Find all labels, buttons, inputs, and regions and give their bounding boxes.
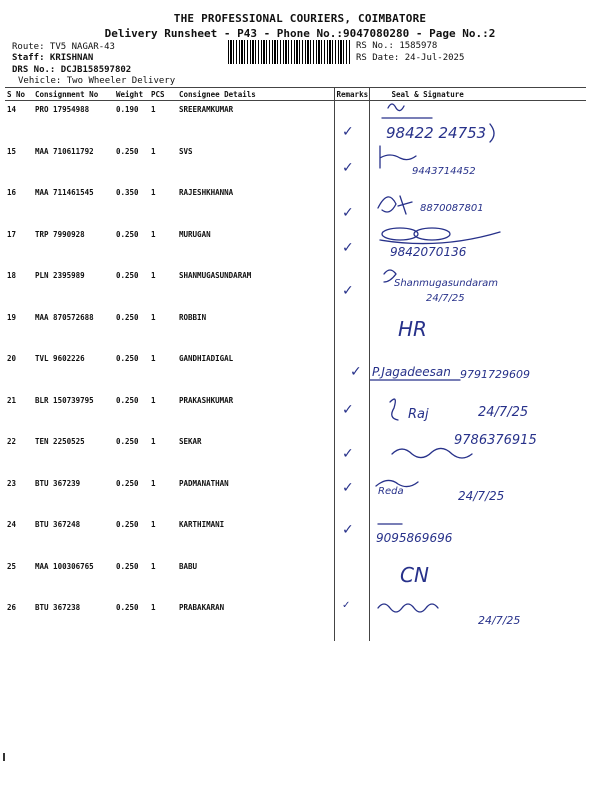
svg-text:24/7/25: 24/7/25 <box>458 489 505 503</box>
cell-consignment: TRP 7990928 <box>35 229 85 239</box>
cell-sno: 24 <box>7 520 17 529</box>
svg-text:24/7/25: 24/7/25 <box>426 293 465 304</box>
cell-sno: 17 <box>7 229 17 239</box>
cell-consignment: TEN 2250525 <box>35 437 85 446</box>
page-edge-mark <box>3 753 5 761</box>
cell-consignment: MAA 100306765 <box>35 561 94 571</box>
cell-sno: 14 <box>7 105 17 114</box>
barcode <box>228 40 350 64</box>
drs-label: DRS No.: DCJB158597802 <box>12 65 132 75</box>
cell-pcs: 1 <box>151 603 156 612</box>
col-signature: Seal & Signature <box>369 88 586 101</box>
cell-consignment: MAA 870572688 <box>35 312 94 322</box>
cell-sno: 22 <box>7 437 17 446</box>
tick-mark-icon: ✓ <box>342 160 354 176</box>
cell-pcs: 1 <box>151 437 156 446</box>
cell-weight: 0.350 <box>116 188 139 197</box>
svg-text:9842070136: 9842070136 <box>390 245 467 259</box>
tick-mark-icon: ✓ <box>342 240 354 256</box>
svg-text:9095869696: 9095869696 <box>376 531 453 545</box>
cell-pcs: 1 <box>151 478 156 488</box>
svg-text:P.Jagadeesan: P.Jagadeesan <box>372 365 451 379</box>
cell-weight: 0.250 <box>116 354 139 363</box>
svg-text:98422 24753: 98422 24753 <box>386 124 487 142</box>
cell-consignment: BTU 367248 <box>35 520 81 529</box>
col-sno: S No <box>5 88 33 101</box>
cell-weight: 0.250 <box>116 520 139 529</box>
svg-text:HR: HR <box>398 317 427 341</box>
svg-text:9443714452: 9443714452 <box>412 166 476 177</box>
cell-consignee: MURUGAN <box>179 229 211 239</box>
cell-consignee: SVS <box>179 146 193 156</box>
tick-mark-icon: ✓ <box>342 600 351 611</box>
cell-pcs: 1 <box>151 561 156 571</box>
cell-weight: 0.250 <box>116 603 139 612</box>
cell-weight: 0.250 <box>116 271 139 280</box>
cell-sno: 15 <box>7 146 17 156</box>
route-label: Route: TV5 NAGAR-43 <box>12 42 115 52</box>
rs-date: RS Date: 24-Jul-2025 <box>356 53 465 63</box>
rs-number: RS No.: 1585978 <box>356 41 438 51</box>
cell-sno: 20 <box>7 354 17 363</box>
svg-text:9791729609: 9791729609 <box>460 368 530 381</box>
tick-mark-icon: ✓ <box>342 522 354 538</box>
cell-sno: 21 <box>7 395 17 405</box>
cell-consignee: RAJESHKHANNA <box>179 188 234 197</box>
cell-sno: 26 <box>7 603 17 612</box>
document-title: THE PROFESSIONAL COURIERS, COIMBATORE <box>173 12 427 25</box>
cell-pcs: 1 <box>151 271 156 280</box>
cell-pcs: 1 <box>151 395 156 405</box>
cell-weight: 0.250 <box>116 561 139 571</box>
cell-consignment: BTU 367239 <box>35 478 81 488</box>
cell-consignee: GANDHIADIGAL <box>179 354 234 363</box>
svg-text:8870087801: 8870087801 <box>420 203 484 214</box>
cell-weight: 0.250 <box>116 437 139 446</box>
cell-sno: 18 <box>7 271 17 280</box>
cell-remarks <box>334 309 369 351</box>
tick-mark-icon: ✓ <box>342 446 354 462</box>
col-consignment: Consignment No <box>33 88 114 101</box>
cell-consignment: PRO 17954988 <box>35 105 90 114</box>
tick-mark-icon: ✓ <box>342 480 354 496</box>
cell-pcs: 1 <box>151 105 156 114</box>
cell-sno: 23 <box>7 478 17 488</box>
tick-mark-icon: ✓ <box>342 402 354 418</box>
signature-scribbles <box>370 96 585 636</box>
cell-sno: 19 <box>7 312 17 322</box>
cell-consignee: KARTHIMANI <box>179 520 225 529</box>
cell-consignee: PRAKASHKUMAR <box>179 395 234 405</box>
tick-mark-icon: ✓ <box>342 124 354 140</box>
cell-pcs: 1 <box>151 146 156 156</box>
cell-consignee: ROBBIN <box>179 312 207 322</box>
cell-pcs: 1 <box>151 188 156 197</box>
svg-text:Reda: Reda <box>378 486 404 497</box>
cell-sno: 16 <box>7 188 17 197</box>
cell-consignee: BABU <box>179 561 198 571</box>
cell-pcs: 1 <box>151 520 156 529</box>
cell-consignment: BLR 150739795 <box>35 395 94 405</box>
svg-text:24/7/25: 24/7/25 <box>478 614 521 627</box>
cell-pcs: 1 <box>151 312 156 322</box>
cell-consignee: SREERAMKUMAR <box>179 105 234 114</box>
cell-consignee: PADMANATHAN <box>179 478 229 488</box>
cell-weight: 0.190 <box>116 105 139 114</box>
cell-consignment: PLN 2395989 <box>35 271 85 280</box>
cell-weight: 0.250 <box>116 229 139 239</box>
svg-text:9786376915: 9786376915 <box>454 433 537 448</box>
svg-text:Raj: Raj <box>408 407 429 422</box>
cell-pcs: 1 <box>151 229 156 239</box>
cell-consignment: BTU 367238 <box>35 603 81 612</box>
col-remarks: Remarks <box>334 88 369 101</box>
cell-pcs: 1 <box>151 354 156 363</box>
cell-remarks <box>334 599 369 641</box>
cell-consignment: MAA 710611792 <box>35 146 94 156</box>
cell-remarks <box>334 558 369 600</box>
svg-text:24/7/25: 24/7/25 <box>478 405 529 420</box>
svg-text:Shanmugasundaram: Shanmugasundaram <box>394 278 499 289</box>
cell-consignment: MAA 711461545 <box>35 188 94 197</box>
cell-weight: 0.250 <box>116 395 139 405</box>
col-consignee: Consignee Details <box>177 88 334 101</box>
staff-label: Staff: KRISHNAN <box>12 53 94 63</box>
svg-text:CN: CN <box>400 563 429 587</box>
col-weight: Weight <box>114 88 149 101</box>
tick-mark-icon: ✓ <box>342 283 354 299</box>
cell-weight: 0.250 <box>116 478 139 488</box>
cell-weight: 0.250 <box>116 312 139 322</box>
col-pcs: PCS <box>149 88 177 101</box>
cell-sno: 25 <box>7 561 17 571</box>
vehicle-label: Vehicle: Two Wheeler Delivery <box>18 76 176 86</box>
cell-consignee: SEKAR <box>179 437 202 446</box>
cell-consignment: TVL 9602226 <box>35 354 85 363</box>
cell-weight: 0.250 <box>116 146 139 156</box>
tick-mark-icon: ✓ <box>350 364 362 380</box>
tick-mark-icon: ✓ <box>342 205 354 221</box>
cell-consignee: PRABAKARAN <box>179 603 225 612</box>
cell-consignee: SHANMUGASUNDARAM <box>179 271 252 280</box>
runsheet-subtitle: Delivery Runsheet - P43 - Phone No.:9047080280 - Page No.:2 <box>104 27 496 40</box>
